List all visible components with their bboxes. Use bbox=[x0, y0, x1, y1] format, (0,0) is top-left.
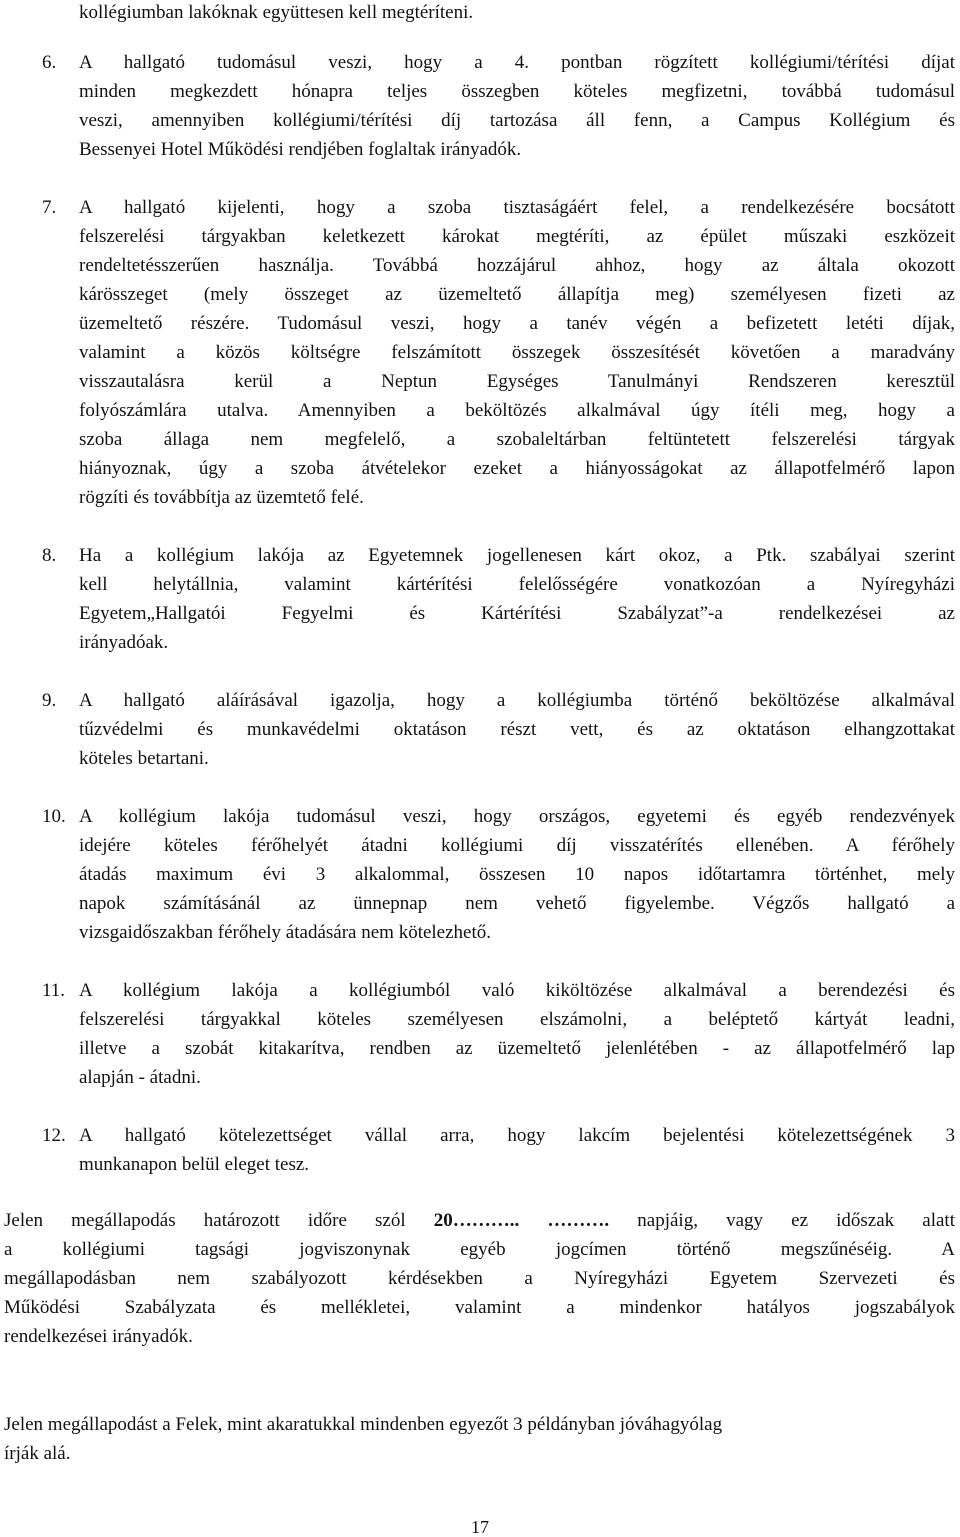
item-line: minden megkezdett hónapra teljes összegben köteles megfizetni, továbbá tudomásul bbox=[79, 81, 955, 102]
item-line: illetve a szobát kitakarítva, rendben az üzemeltető jelenlétében - az állapotfelmérő lap bbox=[79, 1038, 955, 1059]
closing-text-post: napjáig, vagy ez időszak alatt bbox=[609, 1210, 955, 1231]
item-line: irányadóak. bbox=[79, 632, 169, 653]
item-line: Bessenyei Hotel Működési rendjében foglaltak irányadók. bbox=[79, 139, 522, 160]
closing-line: Működési Szabályzata és mellékletei, valamint a mindenkor hatályos jogszabályok bbox=[4, 1297, 955, 1318]
closing-line bbox=[4, 1210, 955, 1232]
item-line: valamint a közös költségre felszámított összegek összesítését követően a maradvány bbox=[79, 342, 955, 363]
item-line: szoba állaga nem megfelelő, a szobaleltárban feltüntetett felszerelési tárgyak bbox=[79, 429, 955, 450]
item-line: Ha a kollégium lakója az Egyetemnek jogellenesen kárt okoz, a Ptk. szabályai szerint bbox=[79, 545, 955, 566]
item-number: 7. bbox=[42, 197, 57, 218]
item-line: A hallgató kijelenti, hogy a szoba tisztaságáért felel, a rendelkezésére bocsátott bbox=[79, 197, 955, 218]
item-line: hiányoznak, úgy a szoba átvételekor ezeket a hiányosságokat az állapotfelmérő lapon bbox=[79, 458, 955, 479]
item-line: napok számításánál az ünnepnap nem vehető figyelembe. Végzős hallgató a bbox=[79, 893, 955, 914]
closing-line: rendelkezései irányadók. bbox=[4, 1326, 193, 1347]
item-line: felszerelési tárgyakkal köteles személyesen elszámolni, a beléptető kártyát leadni, bbox=[79, 1009, 955, 1030]
item-line: rendeltetésszerűen használja. Továbbá hozzájárul ahhoz, hogy az általa okozott bbox=[79, 255, 955, 276]
item-line: felszerelési tárgyakban keletkezett károkat megtéríti, az épület műszaki eszközeit bbox=[79, 226, 955, 247]
closing-line: a kollégiumi tagsági jogviszonynak egyéb jogcímen történő megszűnéséig. A bbox=[4, 1239, 955, 1260]
item-number: 12. bbox=[42, 1125, 66, 1146]
item-line: A hallgató tudomásul veszi, hogy a 4. pontban rögzített kollégiumi/térítési díjat bbox=[79, 52, 955, 73]
item-number: 10. bbox=[42, 806, 66, 827]
item-line: tűzvédelmi és munkavédelmi oktatáson részt vett, és az oktatáson elhangzottakat bbox=[79, 719, 955, 740]
item-line: A hallgató kötelezettséget vállal arra, hogy lakcím bejelentési kötelezettségének 3 bbox=[79, 1125, 955, 1146]
closing-line: megállapodásban nem szabályozott kérdésekben a Nyíregyházi Egyetem Szervezeti és bbox=[4, 1268, 955, 1289]
item-line: alapján - átadni. bbox=[79, 1067, 201, 1088]
item-line: A kollégium lakója a kollégiumból való kiköltözése alkalmával a berendezési és bbox=[79, 980, 955, 1001]
item-line: átadás maximum évi 3 alkalommal, összesen 10 napos időtartamra történhet, mely bbox=[79, 864, 955, 885]
intro-tail-text: kollégiumban lakóknak együttesen kell megtéríteni. bbox=[79, 2, 474, 23]
item-line: A hallgató aláírásával igazolja, hogy a kollégiumba történő beköltözése alkalmával bbox=[79, 690, 955, 711]
item-line: vizsgaidőszakban férőhely átadására nem kötelezhető. bbox=[79, 922, 492, 943]
item-line: visszautalásra kerül a Neptun Egységes Tanulmányi Rendszeren keresztül bbox=[79, 371, 955, 392]
item-line: rögzíti és továbbítja az üzemtető felé. bbox=[79, 487, 364, 508]
item-line: üzemeltető részére. Tudomásul veszi, hogy a tanév végén a befizetett letéti díjak, bbox=[79, 313, 955, 334]
item-line: idejére köteles férőhelyét átadni kollégiumi díj visszatérítés ellenében. A férőhely bbox=[79, 835, 955, 856]
final-line: írják alá. bbox=[4, 1443, 71, 1464]
item-line: folyószámlára utalva. Amennyiben a beköltözés alkalmával úgy ítéli meg, hogy a bbox=[79, 400, 955, 421]
closing-text-pre: Jelen megállapodás határozott időre szól bbox=[4, 1210, 434, 1231]
item-line: kárösszeget (mely összeget az üzemeltető állapítja meg) személyesen fizeti az bbox=[79, 284, 955, 305]
item-line: veszi, amennyiben kollégiumi/térítési díj tartozása áll fenn, a Campus Kollégium és bbox=[79, 110, 955, 131]
closing-date-placeholder: 20……….. ………. bbox=[433, 1210, 610, 1231]
item-line: kell helytállnia, valamint kártérítési felelősségére vonatkozóan a Nyíregyházi bbox=[79, 574, 955, 595]
item-line: köteles betartani. bbox=[79, 748, 209, 769]
item-number: 11. bbox=[42, 980, 66, 1001]
item-number: 8. bbox=[42, 545, 57, 566]
item-number: 6. bbox=[42, 52, 57, 73]
item-line: Egyetem„Hallgatói Fegyelmi és Kártérítési Szabályzat”-a rendelkezései az bbox=[79, 603, 955, 624]
page-number: 17 bbox=[471, 1517, 489, 1537]
final-line: Jelen megállapodást a Felek, mint akaratukkal mindenben egyezőt 3 példányban jóváhagyólag bbox=[4, 1414, 723, 1435]
item-line: A kollégium lakója tudomásul veszi, hogy országos, egyetemi és egyéb rendezvények bbox=[79, 806, 955, 827]
item-number: 9. bbox=[42, 690, 57, 711]
item-line: munkanapon belül eleget tesz. bbox=[79, 1154, 310, 1175]
